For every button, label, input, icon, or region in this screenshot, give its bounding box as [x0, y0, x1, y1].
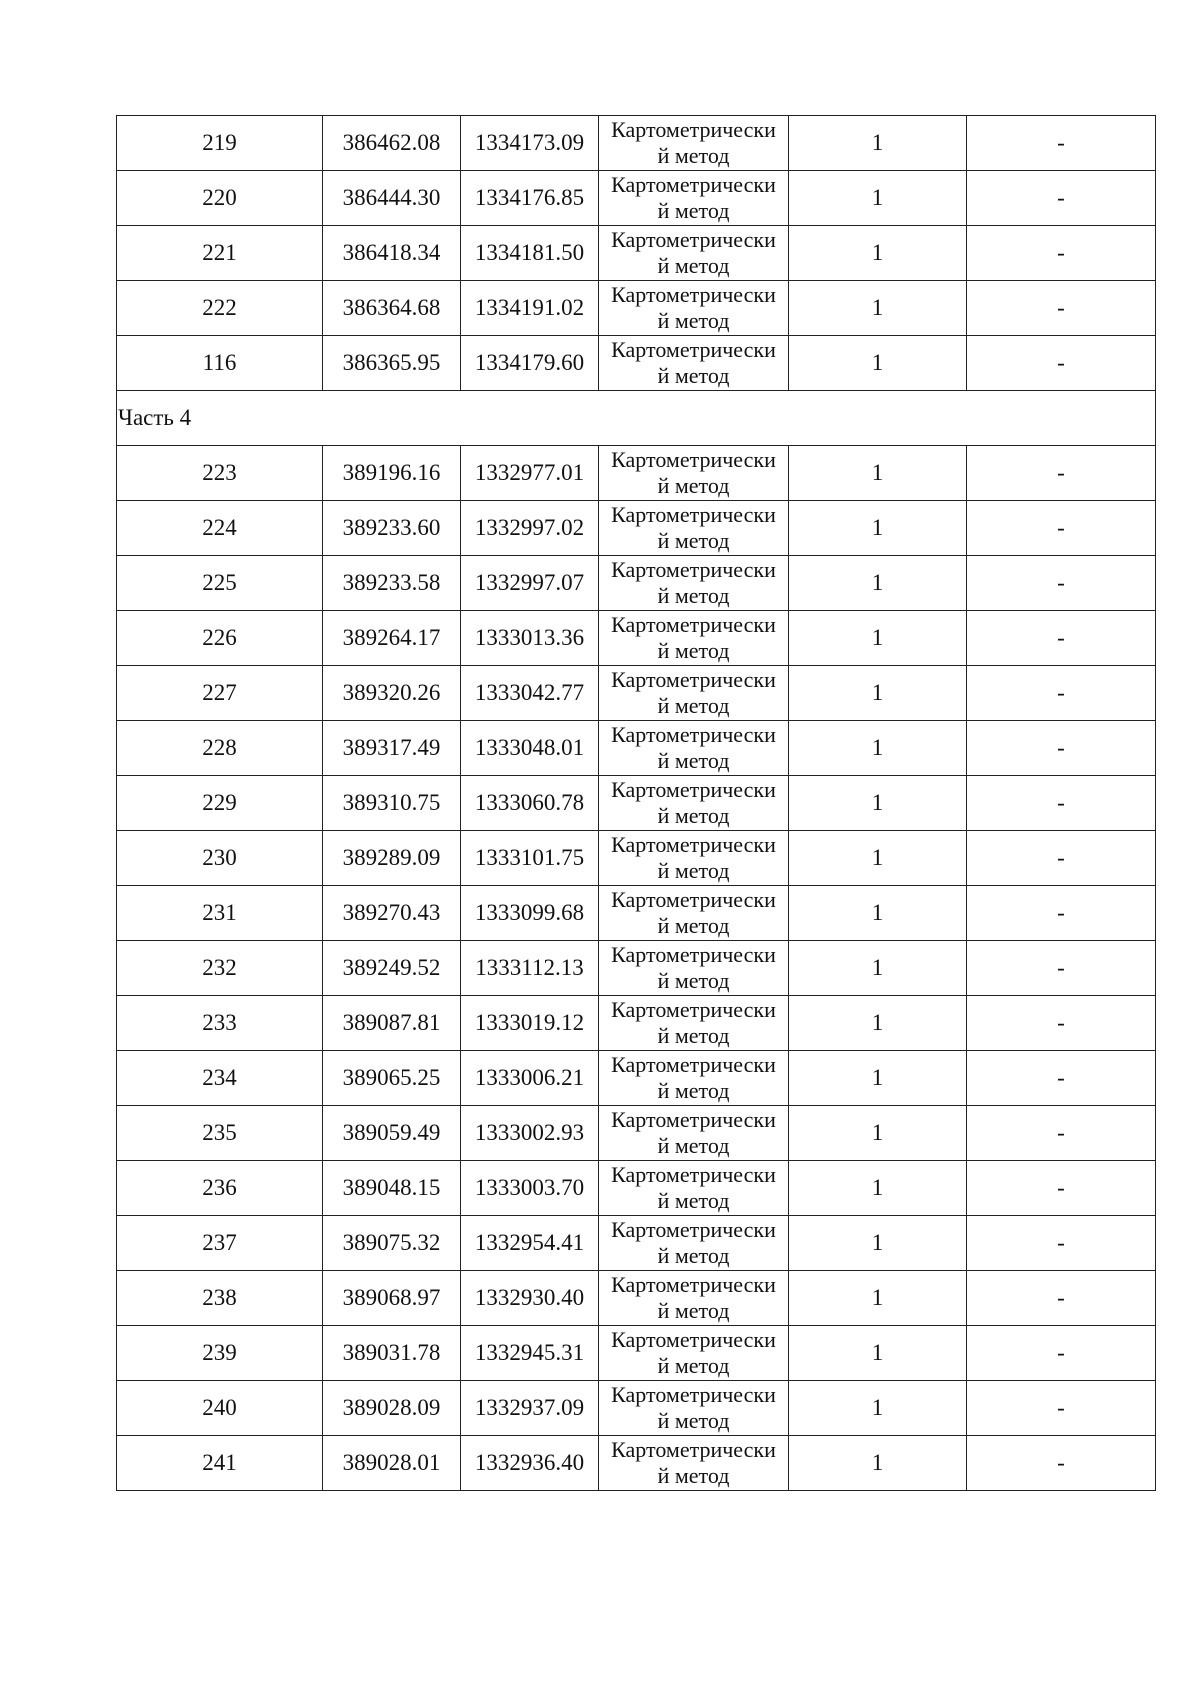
method-text-line2: й метод — [657, 693, 730, 718]
accuracy-cell: 1 — [789, 116, 967, 171]
note-cell: - — [967, 556, 1156, 611]
note-cell: - — [967, 1271, 1156, 1326]
method-cell — [599, 281, 789, 336]
method-text-line2: й метод — [657, 308, 730, 333]
x-coordinate-cell: 389065.25 — [323, 1051, 461, 1106]
method-cell — [599, 1271, 789, 1326]
method-cell — [599, 1051, 789, 1106]
accuracy-cell: 1 — [789, 721, 967, 776]
point-number-cell: 224 — [117, 501, 323, 556]
note-cell: - — [967, 1106, 1156, 1161]
x-coordinate-cell: 389087.81 — [323, 996, 461, 1051]
note-cell: - — [967, 1326, 1156, 1381]
table-row — [117, 831, 1156, 886]
table-row — [117, 776, 1156, 831]
method-cell — [599, 1436, 789, 1491]
table-row — [117, 171, 1156, 226]
x-coordinate-cell: 389048.15 — [323, 1161, 461, 1216]
x-coordinate-cell: 386364.68 — [323, 281, 461, 336]
method-text-line1: Картометрически — [611, 227, 776, 252]
method-cell — [599, 721, 789, 776]
x-coordinate-cell: 389075.32 — [323, 1216, 461, 1271]
x-coordinate-cell: 389233.58 — [323, 556, 461, 611]
y-coordinate-cell: 1334181.50 — [461, 226, 599, 281]
method-cell — [599, 831, 789, 886]
accuracy-cell: 1 — [789, 1271, 967, 1326]
accuracy-cell: 1 — [789, 666, 967, 721]
method-text-line2: й метод — [657, 913, 730, 938]
accuracy-cell: 1 — [789, 336, 967, 391]
method-text-line1: Картометрически — [611, 612, 776, 637]
table-row — [117, 941, 1156, 996]
table-row — [117, 281, 1156, 336]
coordinates-table-body — [117, 116, 1156, 1491]
note-cell: - — [967, 501, 1156, 556]
accuracy-cell: 1 — [789, 1326, 967, 1381]
y-coordinate-cell: 1332997.02 — [461, 501, 599, 556]
y-coordinate-cell: 1332954.41 — [461, 1216, 599, 1271]
method-cell — [599, 556, 789, 611]
method-cell — [599, 996, 789, 1051]
y-coordinate-cell: 1334191.02 — [461, 281, 599, 336]
y-coordinate-cell: 1334176.85 — [461, 171, 599, 226]
point-number-cell: 233 — [117, 996, 323, 1051]
x-coordinate-cell: 389264.17 — [323, 611, 461, 666]
method-text-line1: Картометрически — [611, 1327, 776, 1352]
method-cell — [599, 1161, 789, 1216]
point-number-cell: 228 — [117, 721, 323, 776]
accuracy-cell: 1 — [789, 501, 967, 556]
method-text-line1: Картометрически — [611, 1217, 776, 1242]
point-number-cell: 232 — [117, 941, 323, 996]
x-coordinate-cell: 386444.30 — [323, 171, 461, 226]
method-cell — [599, 171, 789, 226]
y-coordinate-cell: 1333060.78 — [461, 776, 599, 831]
point-number-cell: 226 — [117, 611, 323, 666]
accuracy-cell: 1 — [789, 1161, 967, 1216]
table-row — [117, 611, 1156, 666]
y-coordinate-cell: 1333042.77 — [461, 666, 599, 721]
accuracy-cell: 1 — [789, 446, 967, 501]
x-coordinate-cell: 386365.95 — [323, 336, 461, 391]
note-cell: - — [967, 666, 1156, 721]
note-cell: - — [967, 996, 1156, 1051]
method-text-line1: Картометрически — [611, 1382, 776, 1407]
note-cell: - — [967, 1051, 1156, 1106]
x-coordinate-cell: 389028.09 — [323, 1381, 461, 1436]
note-cell: - — [967, 721, 1156, 776]
method-cell — [599, 1381, 789, 1436]
method-text-line1: Картометрически — [611, 557, 776, 582]
section-header-row — [117, 391, 1156, 446]
note-cell: - — [967, 336, 1156, 391]
method-cell — [599, 501, 789, 556]
point-number-cell: 231 — [117, 886, 323, 941]
method-text-line2: й метод — [657, 363, 730, 388]
accuracy-cell: 1 — [789, 1051, 967, 1106]
table-row — [117, 1161, 1156, 1216]
x-coordinate-cell: 389320.26 — [323, 666, 461, 721]
method-text-line1: Картометрически — [611, 887, 776, 912]
accuracy-cell: 1 — [789, 776, 967, 831]
point-number-cell: 237 — [117, 1216, 323, 1271]
y-coordinate-cell: 1333101.75 — [461, 831, 599, 886]
table-row — [117, 721, 1156, 776]
y-coordinate-cell: 1333048.01 — [461, 721, 599, 776]
point-number-cell: 219 — [117, 116, 323, 171]
x-coordinate-cell: 389068.97 — [323, 1271, 461, 1326]
note-cell: - — [967, 171, 1156, 226]
x-coordinate-cell: 389289.09 — [323, 831, 461, 886]
point-number-cell: 227 — [117, 666, 323, 721]
coordinates-table — [116, 115, 1156, 1491]
table-row — [117, 1216, 1156, 1271]
table-row — [117, 1381, 1156, 1436]
point-number-cell: 241 — [117, 1436, 323, 1491]
accuracy-cell: 1 — [789, 886, 967, 941]
note-cell: - — [967, 831, 1156, 886]
table-row — [117, 501, 1156, 556]
method-text-line1: Картометрически — [611, 1107, 776, 1132]
method-text-line2: й метод — [657, 528, 730, 553]
method-text-line1: Картометрически — [611, 282, 776, 307]
table-row — [117, 996, 1156, 1051]
y-coordinate-cell: 1332945.31 — [461, 1326, 599, 1381]
y-coordinate-cell: 1333112.13 — [461, 941, 599, 996]
point-number-cell: 221 — [117, 226, 323, 281]
point-number-cell: 234 — [117, 1051, 323, 1106]
x-coordinate-cell: 389031.78 — [323, 1326, 461, 1381]
y-coordinate-cell: 1332930.40 — [461, 1271, 599, 1326]
accuracy-cell: 1 — [789, 1216, 967, 1271]
method-text-line2: й метод — [657, 638, 730, 663]
table-row — [117, 116, 1156, 171]
accuracy-cell: 1 — [789, 281, 967, 336]
x-coordinate-cell: 389028.01 — [323, 1436, 461, 1491]
y-coordinate-cell: 1332977.01 — [461, 446, 599, 501]
method-text-line2: й метод — [657, 198, 730, 223]
method-cell — [599, 336, 789, 391]
accuracy-cell: 1 — [789, 1106, 967, 1161]
table-row — [117, 666, 1156, 721]
method-cell — [599, 446, 789, 501]
note-cell: - — [967, 941, 1156, 996]
x-coordinate-cell: 389270.43 — [323, 886, 461, 941]
method-text-line2: й метод — [657, 143, 730, 168]
method-text-line1: Картометрически — [611, 1437, 776, 1462]
method-text-line2: й метод — [657, 473, 730, 498]
method-text-line2: й метод — [657, 1023, 730, 1048]
method-text-line1: Картометрически — [611, 1162, 776, 1187]
y-coordinate-cell: 1333019.12 — [461, 996, 599, 1051]
table-row — [117, 1436, 1156, 1491]
accuracy-cell: 1 — [789, 171, 967, 226]
note-cell: - — [967, 281, 1156, 336]
x-coordinate-cell: 386462.08 — [323, 116, 461, 171]
x-coordinate-cell: 389059.49 — [323, 1106, 461, 1161]
method-cell — [599, 1106, 789, 1161]
note-cell: - — [967, 1216, 1156, 1271]
method-cell — [599, 611, 789, 666]
accuracy-cell: 1 — [789, 1436, 967, 1491]
method-text-line2: й метод — [657, 1133, 730, 1158]
method-text-line2: й метод — [657, 1243, 730, 1268]
table-row — [117, 886, 1156, 941]
y-coordinate-cell: 1333006.21 — [461, 1051, 599, 1106]
note-cell: - — [967, 611, 1156, 666]
note-cell: - — [967, 446, 1156, 501]
method-text-line1: Картометрически — [611, 337, 776, 362]
y-coordinate-cell: 1332997.07 — [461, 556, 599, 611]
accuracy-cell: 1 — [789, 556, 967, 611]
x-coordinate-cell: 389249.52 — [323, 941, 461, 996]
method-cell — [599, 1326, 789, 1381]
note-cell: - — [967, 116, 1156, 171]
method-text-line2: й метод — [657, 1408, 730, 1433]
table-row — [117, 1271, 1156, 1326]
method-text-line1: Картометрически — [611, 832, 776, 857]
method-text-line1: Картометрически — [611, 447, 776, 472]
table-row — [117, 556, 1156, 611]
method-text-line1: Картометрически — [611, 942, 776, 967]
method-text-line1: Картометрически — [611, 502, 776, 527]
point-number-cell: 229 — [117, 776, 323, 831]
x-coordinate-cell: 389317.49 — [323, 721, 461, 776]
y-coordinate-cell: 1332936.40 — [461, 1436, 599, 1491]
table-row — [117, 1106, 1156, 1161]
x-coordinate-cell: 389310.75 — [323, 776, 461, 831]
table-row — [117, 446, 1156, 501]
y-coordinate-cell: 1332937.09 — [461, 1381, 599, 1436]
method-text-line2: й метод — [657, 1353, 730, 1378]
x-coordinate-cell: 386418.34 — [323, 226, 461, 281]
accuracy-cell: 1 — [789, 831, 967, 886]
x-coordinate-cell: 389196.16 — [323, 446, 461, 501]
method-text-line2: й метод — [657, 253, 730, 278]
method-cell — [599, 776, 789, 831]
accuracy-cell: 1 — [789, 941, 967, 996]
y-coordinate-cell: 1333099.68 — [461, 886, 599, 941]
table-row — [117, 336, 1156, 391]
point-number-cell: 236 — [117, 1161, 323, 1216]
point-number-cell: 220 — [117, 171, 323, 226]
accuracy-cell: 1 — [789, 996, 967, 1051]
method-cell — [599, 226, 789, 281]
x-coordinate-cell: 389233.60 — [323, 501, 461, 556]
method-cell — [599, 116, 789, 171]
method-text-line2: й метод — [657, 1463, 730, 1488]
method-text-line1: Картометрически — [611, 1052, 776, 1077]
method-text-line1: Картометрически — [611, 1272, 776, 1297]
method-text-line2: й метод — [657, 803, 730, 828]
y-coordinate-cell: 1333002.93 — [461, 1106, 599, 1161]
section-label: Часть 4 — [117, 391, 1156, 446]
note-cell: - — [967, 226, 1156, 281]
method-cell — [599, 666, 789, 721]
method-text-line1: Картометрически — [611, 777, 776, 802]
note-cell: - — [967, 1436, 1156, 1491]
y-coordinate-cell: 1333003.70 — [461, 1161, 599, 1216]
method-text-line2: й метод — [657, 1298, 730, 1323]
note-cell: - — [967, 776, 1156, 831]
y-coordinate-cell: 1334173.09 — [461, 116, 599, 171]
point-number-cell: 238 — [117, 1271, 323, 1326]
method-cell — [599, 1216, 789, 1271]
method-text-line2: й метод — [657, 748, 730, 773]
point-number-cell: 223 — [117, 446, 323, 501]
method-cell — [599, 941, 789, 996]
table-row — [117, 1051, 1156, 1106]
accuracy-cell: 1 — [789, 1381, 967, 1436]
table-row — [117, 1326, 1156, 1381]
method-text-line2: й метод — [657, 1078, 730, 1103]
point-number-cell: 235 — [117, 1106, 323, 1161]
method-cell — [599, 886, 789, 941]
table-row — [117, 226, 1156, 281]
point-number-cell: 240 — [117, 1381, 323, 1436]
method-text-line1: Картометрически — [611, 667, 776, 692]
method-text-line2: й метод — [657, 968, 730, 993]
point-number-cell: 239 — [117, 1326, 323, 1381]
method-text-line2: й метод — [657, 583, 730, 608]
point-number-cell: 230 — [117, 831, 323, 886]
note-cell: - — [967, 1381, 1156, 1436]
method-text-line1: Картометрически — [611, 117, 776, 142]
method-text-line1: Картометрически — [611, 172, 776, 197]
accuracy-cell: 1 — [789, 226, 967, 281]
point-number-cell: 116 — [117, 336, 323, 391]
note-cell: - — [967, 1161, 1156, 1216]
y-coordinate-cell: 1333013.36 — [461, 611, 599, 666]
method-text-line1: Картометрически — [611, 722, 776, 747]
note-cell: - — [967, 886, 1156, 941]
method-text-line1: Картометрически — [611, 997, 776, 1022]
method-text-line2: й метод — [657, 858, 730, 883]
y-coordinate-cell: 1334179.60 — [461, 336, 599, 391]
method-text-line2: й метод — [657, 1188, 730, 1213]
accuracy-cell: 1 — [789, 611, 967, 666]
point-number-cell: 222 — [117, 281, 323, 336]
point-number-cell: 225 — [117, 556, 323, 611]
